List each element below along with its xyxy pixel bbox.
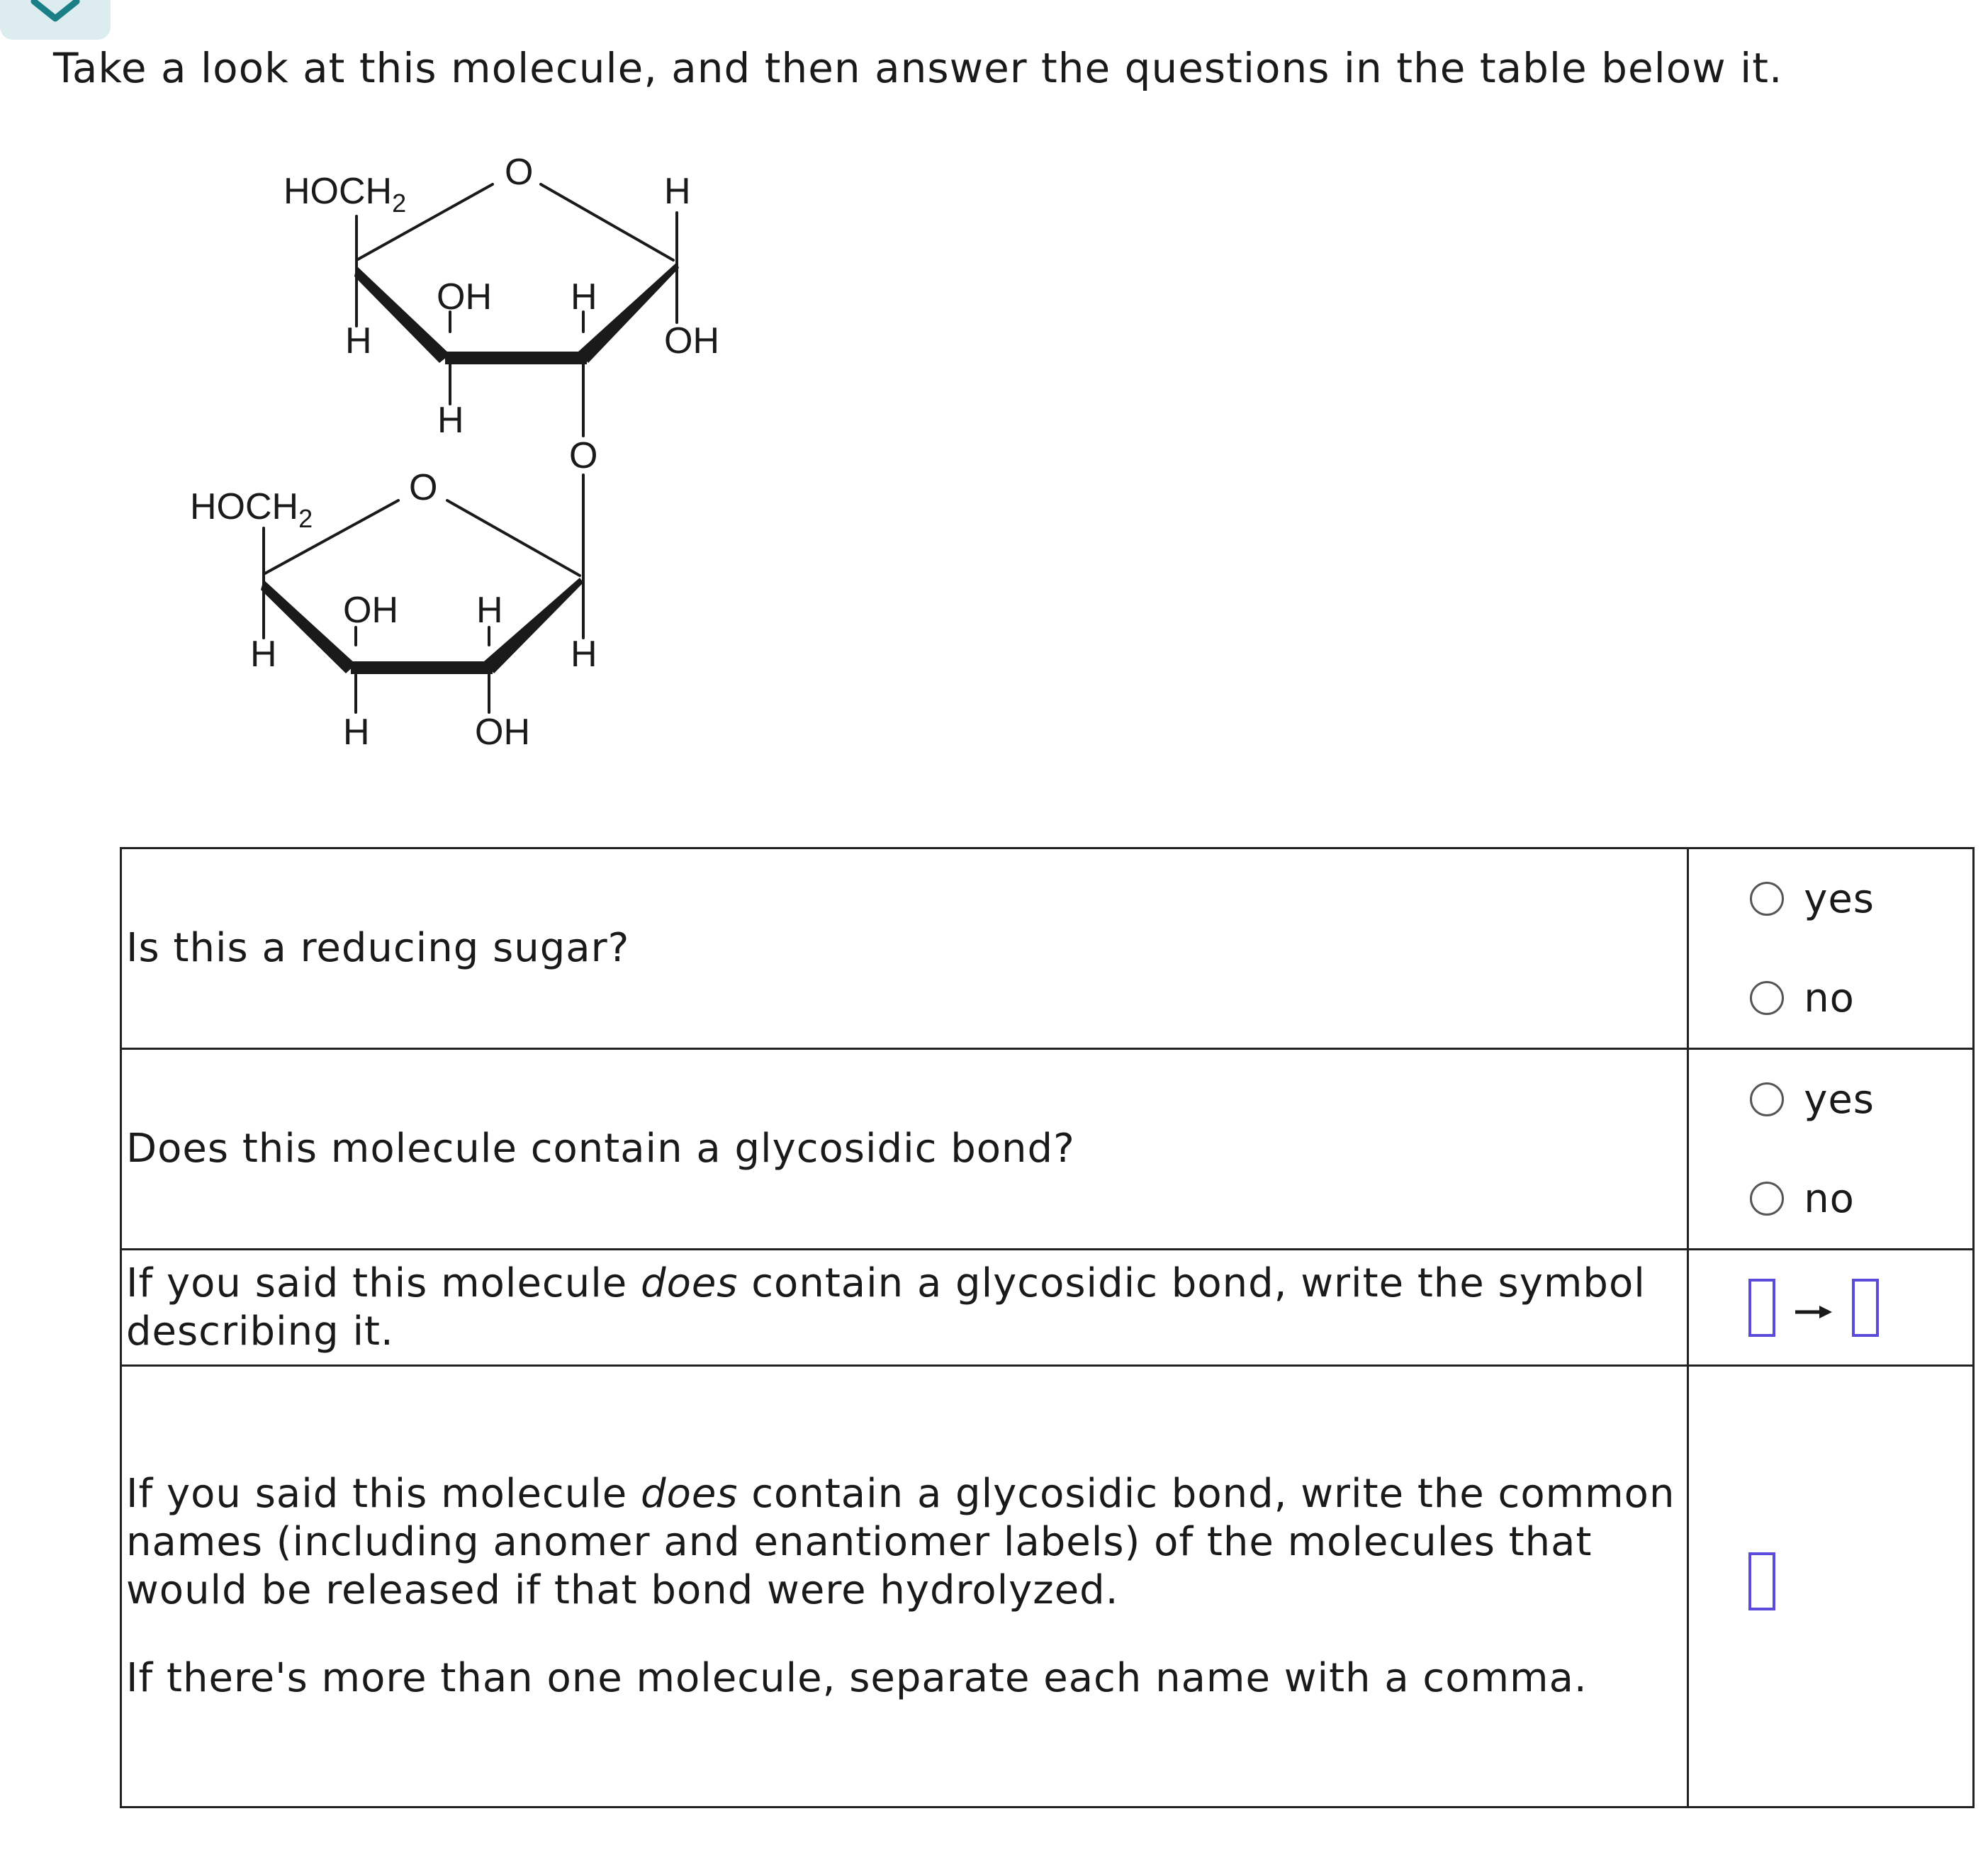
bond-to-input[interactable] [1852,1279,1879,1337]
top-c3-oh-label: OH [437,276,492,318]
hydrolysis-products-question: If you said this molecule does contain a glycosidic bond, write the common names (including anomer and enantiomer labels) of the molecules that would be released if that bond were hydrolyzed. If there's more than one molecule, separate each name with a comma. [121,1366,1688,1807]
separator-note: If there's more than one molecule, separate each name with a comma. [126,1655,1588,1701]
radio-button[interactable] [1750,1182,1784,1216]
top-hoch2-label: HOCH [283,171,393,212]
radio-button[interactable] [1750,1082,1784,1116]
table-row [121,1250,1974,1366]
table-row [121,848,1974,1049]
radio-button[interactable] [1750,882,1784,916]
right-arrow-icon [1794,1284,1833,1330]
top-c1-oh-label: OH [664,320,719,361]
glycosidic-no-radio[interactable]: no [1750,1149,1972,1248]
glycosidic-oxygen: O [569,435,598,476]
question-prompt: Take a look at this molecule, and then answer the questions in the table below it. [53,44,1783,92]
bottom-c2-oh-label: OH [475,712,530,753]
disaccharide-structure [0,0,780,794]
top-c2-h-label: H [571,276,597,318]
bottom-c1-h-label: H [571,634,597,675]
bottom-c3-h-label: H [343,712,370,753]
reducing-no-radio[interactable]: no [1750,948,1972,1048]
table-row [121,1366,1974,1807]
reducing-sugar-answer [1688,848,1974,1049]
bottom-c3-oh-label: OH [343,590,398,631]
glycosidic-yes-radio[interactable]: yes [1750,1050,1972,1149]
bond-symbol-answer [1688,1250,1974,1366]
top-c1-h-label: H [664,171,691,212]
bottom-c2-h-label: H [476,590,503,631]
molecule-names-input[interactable] [1748,1552,1775,1610]
bottom-c4-h-label: H [250,634,277,675]
hydrolysis-products-answer [1688,1366,1974,1807]
questions-table [120,847,1975,1808]
radio-button[interactable] [1750,981,1784,1015]
bottom-ring-oxygen: O [409,467,438,508]
bottom-hoch2-label: HOCH [190,486,299,527]
reducing-sugar-question: Is this a reducing sugar? [121,848,1688,1049]
bond-symbol-question: If you said this molecule does contain a glycosidic bond, write the symbol describing it. [121,1250,1688,1366]
svg-text:HOCH2: $HOCH_2$ [283,171,407,218]
reducing-yes-radio[interactable]: yes [1750,849,1972,948]
top-ring-oxygen: O [505,152,534,193]
svg-text:HOCH2: $HOCH_2$ [190,486,313,533]
glycosidic-bond-answer [1688,1049,1974,1250]
top-c4-h-label: H [345,320,372,361]
glycosidic-bond-question: Does this molecule contain a glycosidic bond? [121,1049,1688,1250]
top-c3-h-label: H [437,400,464,441]
bond-from-input[interactable] [1748,1279,1775,1337]
table-row [121,1049,1974,1250]
